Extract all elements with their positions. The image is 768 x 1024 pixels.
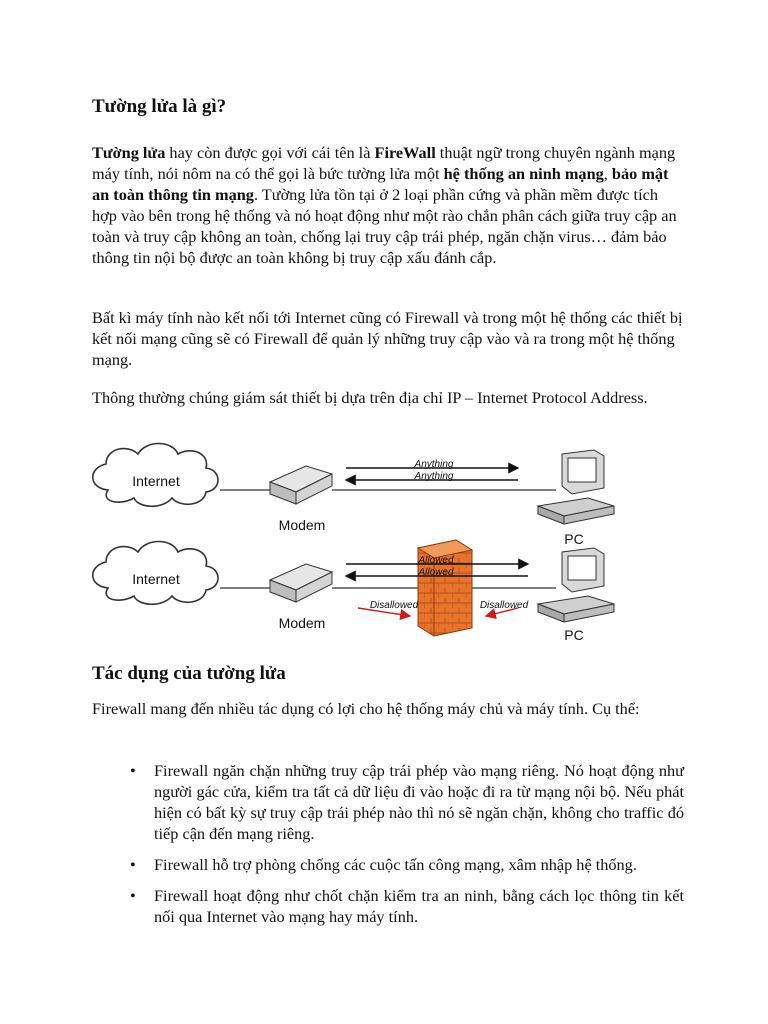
text-span: thuật ngữ trong chuyên ngành mạng máy tính, nói nôm na có thể gọi là bức tường lửa một bbox=[92, 143, 676, 183]
term-info-security: bảo mật an toàn thông tin mạng bbox=[92, 164, 669, 204]
paragraph-definition bbox=[92, 142, 684, 268]
text-span: . Tường lửa tồn tại ở 2 loại phần cứng và phần mềm được tích hợp vào bên trong hệ thống và nó hoạt động như một rào chắn phân cách giữa truy cập an toàn và truy cập không an toàn, chống lại truy cập trái phép, ngăn chặn virus… đảm bảo thông tin nội bộ được an toàn không bị truy cập xấu đánh cắp. bbox=[92, 185, 677, 267]
text-span: hay còn được gọi với cái tên là bbox=[165, 143, 375, 162]
arrow-label-anything: Anything bbox=[414, 459, 454, 470]
arrow-label-allowed: Allowed bbox=[418, 567, 454, 578]
modem-label: Modem bbox=[278, 517, 326, 533]
pc-icon bbox=[538, 450, 614, 524]
paragraph-intro-uses: Firewall mang đến nhiều tác dụng có lợi cho hệ thống máy chủ và máy tính. Cụ thể: bbox=[92, 699, 640, 718]
list-item: • Firewall hỗ trợ phòng chống các cuộc tấn công mạng, xâm nhập hệ thống. bbox=[124, 854, 684, 875]
blocked-label-right: Disallowed bbox=[479, 600, 529, 611]
term-security-system: hệ thống an ninh mạng bbox=[443, 164, 604, 183]
internet-label: Internet bbox=[132, 473, 180, 489]
list-item: • Firewall hoạt động như chốt chặn kiểm tra an ninh, bằng cách lọc thông tin kết nối qua Internet vào mạng hay máy tính. bbox=[124, 885, 684, 927]
modem-icon bbox=[270, 564, 332, 602]
bullet-list bbox=[124, 760, 684, 937]
text-span: , bbox=[603, 164, 612, 183]
paragraph-internet-firewall: Bất kì máy tính nào kết nối tới Internet cũng có Firewall và trong một hệ thống các thiết bị kết nối mạng cũng sẽ có Firewall để quản lý những truy cập vào và ra trong một hệ thống mạng. bbox=[92, 308, 683, 369]
term-tuong-lua: Tường lửa bbox=[92, 143, 166, 162]
heading-what-is-firewall: Tường lửa là gì? bbox=[92, 96, 227, 117]
modem-label: Modem bbox=[278, 615, 326, 631]
diagram-top-row bbox=[93, 444, 614, 548]
modem-icon bbox=[270, 466, 332, 504]
arrow-label-allowed: Allowed bbox=[418, 555, 454, 566]
internet-label: Internet bbox=[132, 571, 180, 587]
arrow-label-anything: Anything bbox=[414, 471, 454, 482]
firewall-diagram bbox=[88, 440, 628, 650]
paragraph-ip-monitoring: Thông thường chúng giám sát thiết bị dựa trên địa chỉ IP – Internet Protocol Address. bbox=[92, 388, 648, 407]
heading-firewall-uses: Tác dụng của tường lửa bbox=[92, 663, 286, 684]
list-item: • Firewall ngăn chặn những truy cập trái phép vào mạng riêng. Nó hoạt động như người gác cửa, kiểm tra tất cả dữ liệu đi vào hoặc đi ra từ mạng nội bộ. Nếu phát hiện có bất kỳ sự truy cập trái phép nào thì nó sẽ ngăn chặn, không cho traffic đó tiếp cận đến mạng riêng. bbox=[124, 760, 684, 844]
blocked-label-left: Disallowed bbox=[369, 600, 419, 611]
diagram-bottom-row bbox=[93, 540, 614, 643]
pc-label: PC bbox=[564, 627, 584, 643]
pc-icon bbox=[538, 548, 614, 622]
pc-label: PC bbox=[564, 531, 584, 547]
term-firewall: FireWall bbox=[374, 143, 436, 162]
